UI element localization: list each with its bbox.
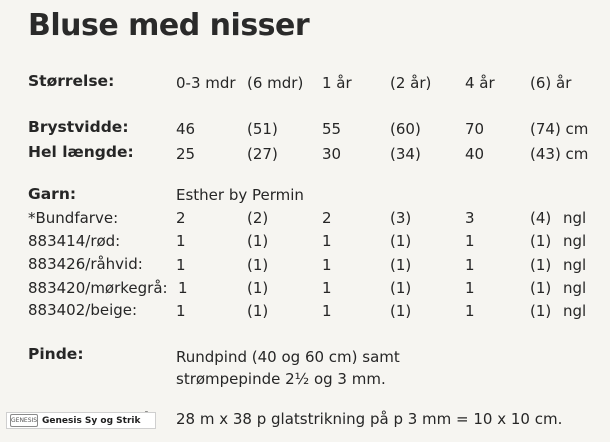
yarn-amount: (1) (390, 302, 412, 320)
yarn-amount: 1 (465, 232, 475, 250)
measurement-value: (27) (247, 145, 278, 163)
sizes-label: Størrelse: (28, 72, 115, 90)
yarn-amount: 2 (322, 209, 332, 227)
yarn-unit: ngl (563, 256, 587, 274)
measurement-value: 70 (465, 120, 485, 138)
yarn-amount: (3) (390, 209, 412, 227)
yarn-amount: (1) (530, 302, 552, 320)
size-value: (6 mdr) (247, 74, 304, 92)
yarn-amount: 1 (322, 232, 332, 250)
measurement-value: 46 (176, 120, 196, 138)
needles-line-2: strømpepinde 2½ og 3 mm. (176, 370, 386, 388)
measurement-value: 55 (322, 120, 342, 138)
yarn-amount: (1) (390, 232, 412, 250)
size-value: 0-3 mdr (176, 74, 236, 92)
yarn-color-label: 883420/mørkegrå: (28, 279, 168, 297)
yarn-color-label: 883426/råhvid: (28, 255, 143, 273)
measurement-value: 25 (176, 145, 196, 163)
yarn-amount: 1 (322, 302, 332, 320)
yarn-amount: (1) (390, 256, 412, 274)
yarn-name: Esther by Permin (176, 186, 304, 204)
yarn-unit: ngl (563, 232, 587, 250)
yarn-amount: (1) (247, 256, 269, 274)
yarn-amount: (1) (247, 302, 269, 320)
yarn-amount: (1) (247, 232, 269, 250)
yarn-unit: ngl (563, 209, 587, 227)
yarn-amount: 1 (178, 279, 188, 297)
gauge-text: 28 m x 38 p glatstrikning på p 3 mm = 10 x 10 cm. (176, 410, 563, 428)
measurement-value: (74) cm (530, 120, 589, 138)
yarn-amount: (4) (530, 209, 552, 227)
size-value: 4 år (465, 74, 495, 92)
measurement-value: 30 (322, 145, 342, 163)
yarn-amount: 1 (322, 256, 332, 274)
yarn-amount: (1) (530, 279, 552, 297)
size-value: (6) år (530, 74, 572, 92)
logo-text: Genesis Sy og Strik (42, 415, 141, 426)
shop-logo (6, 412, 156, 429)
yarn-amount: 1 (465, 256, 475, 274)
yarn-color-label: 883402/beige: (28, 301, 138, 319)
yarn-color-label: 883414/rød: (28, 232, 121, 250)
page-title: Bluse med nisser (28, 8, 310, 43)
yarn-amount: (1) (530, 232, 552, 250)
needles-label: Pinde: (28, 345, 84, 363)
measurement-value: (34) (390, 145, 421, 163)
size-value: (2 år) (390, 74, 432, 92)
yarn-amount: 3 (465, 209, 475, 227)
yarn-amount: 1 (176, 232, 186, 250)
yarn-label: Garn: (28, 185, 77, 203)
yarn-amount: 1 (465, 302, 475, 320)
yarn-unit: ngl (563, 302, 587, 320)
yarn-unit: ngl (563, 279, 587, 297)
measurement-label: Brystvidde: (28, 118, 129, 136)
measurement-value: (60) (390, 120, 421, 138)
measurement-label: Hel længde: (28, 143, 134, 161)
logo-mark: GENESIS (10, 414, 38, 427)
size-value: 1 år (322, 74, 352, 92)
yarn-amount: 1 (176, 302, 186, 320)
measurement-value: (43) cm (530, 145, 589, 163)
measurement-value: 40 (465, 145, 485, 163)
needles-line-1: Rundpind (40 og 60 cm) samt (176, 348, 400, 366)
yarn-amount: 1 (176, 256, 186, 274)
yarn-color-label: *Bundfarve: (28, 209, 119, 227)
yarn-amount: (1) (530, 256, 552, 274)
measurement-value: (51) (247, 120, 278, 138)
yarn-amount: 2 (176, 209, 186, 227)
yarn-amount: (1) (247, 279, 269, 297)
yarn-amount: (2) (247, 209, 269, 227)
yarn-amount: 1 (465, 279, 475, 297)
yarn-amount: (1) (390, 279, 412, 297)
yarn-amount: 1 (322, 279, 332, 297)
